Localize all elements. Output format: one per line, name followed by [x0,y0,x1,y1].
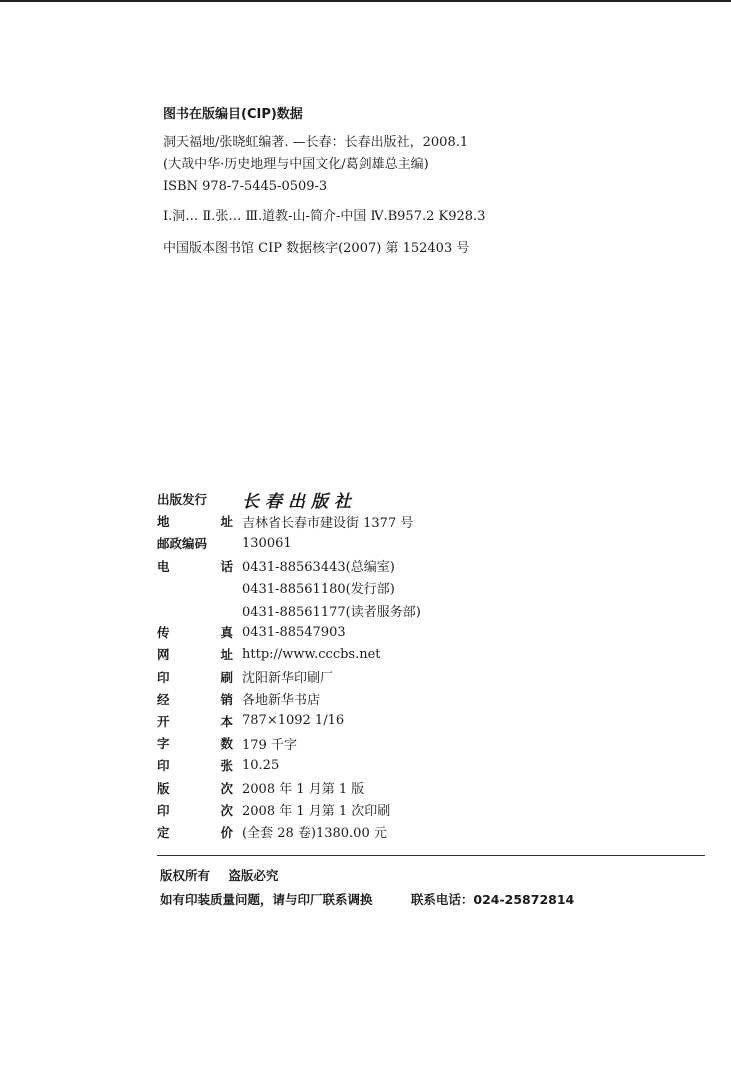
distributor-value: 各地新华书店 [242,693,321,709]
imprint-row-price [157,821,717,843]
edition-label: 版 次 [157,780,233,796]
piracy-warning: 盗版必究 [228,868,279,883]
sheets-value: 10.25 [242,757,280,773]
cip-classification: Ⅰ.洞… Ⅱ.张… Ⅲ.道教-山-简介-中国 Ⅳ.B957.2 K928.3 [163,209,486,224]
printing-value: 2008 年 1 月第 1 次印刷 [242,804,391,820]
words-value: 179 千字 [242,737,297,753]
printer-value: 沈阳新华印刷厂 [242,671,334,687]
cip-title-line: 洞天福地/张晓虹编著. —长春：长春出版社，2008.1 [163,135,469,150]
price-label: 定 价 [157,824,233,840]
phone-value-2: 0431-88561180(发行部) [242,582,395,598]
imprint-row-distributor [157,688,717,710]
publisher-name: 长春出版社 [242,491,357,512]
imprint-row-edition [157,776,717,798]
format-value: 787×1092 1/16 [242,713,345,729]
rights-line [160,866,292,884]
cip-isbn: ISBN 978-7-5445-0509-3 [163,179,328,194]
imprint-row-phone-2 [157,577,717,599]
price-value: (全套 28 卷)1380.00 元 [242,826,387,842]
quality-notice-text: 如有印装质量问题，请与印厂联系调换 [160,892,373,907]
format-label: 开 本 [157,713,233,729]
imprint-row-fax [157,621,717,643]
address-value: 吉林省长春市建设街 1377 号 [242,515,414,531]
imprint-row-phone-3 [157,599,717,621]
top-border-rule [0,0,731,2]
imprint-row-address [157,510,717,532]
address-label: 地 址 [157,514,233,530]
imprint-row-phone [157,555,717,577]
quality-notice [160,890,720,908]
words-label: 字 数 [157,736,233,752]
imprint-row-printing [157,799,717,821]
fax-label: 传 真 [157,625,233,641]
distributor-label: 经 销 [157,691,233,707]
imprint-row-format [157,710,717,732]
printing-label: 印 次 [157,802,233,818]
imprint-row-sheets [157,754,717,776]
cip-title: 图书在版编目(CIP)数据 [163,107,303,122]
imprint-row-postcode [157,532,717,554]
publisher-label: 出版发行 [157,492,208,508]
rights-reserved: 版权所有 [160,868,211,883]
imprint-row-publisher [157,488,717,510]
phone-value-3: 0431-88561177(读者服务部) [242,604,421,620]
cip-record-number: 中国版本图书馆 CIP 数据核字(2007) 第 152403 号 [163,241,470,256]
cip-block [163,103,703,260]
contact-phone: 联系电话：024-25872814 [410,892,575,907]
imprint-table [157,488,717,843]
web-url: http://www.cccbs.net [242,646,381,662]
postcode-label: 邮政编码 [157,536,208,552]
imprint-row-words [157,732,717,754]
cip-series-line: (大哉中华·历史地理与中国文化/葛剑雄总主编) [163,157,429,172]
imprint-row-printer [157,666,717,688]
phone-label: 电 话 [157,558,233,574]
imprint-row-web [157,643,717,665]
phone-value-1: 0431-88563443(总编室) [242,560,395,576]
sheets-label: 印 张 [157,758,233,774]
postcode-value: 130061 [242,535,292,551]
web-label: 网 址 [157,647,233,663]
printer-label: 印 刷 [157,669,233,685]
divider-rule [157,855,705,856]
fax-value: 0431-88547903 [242,624,346,640]
edition-value: 2008 年 1 月第 1 版 [242,782,365,798]
